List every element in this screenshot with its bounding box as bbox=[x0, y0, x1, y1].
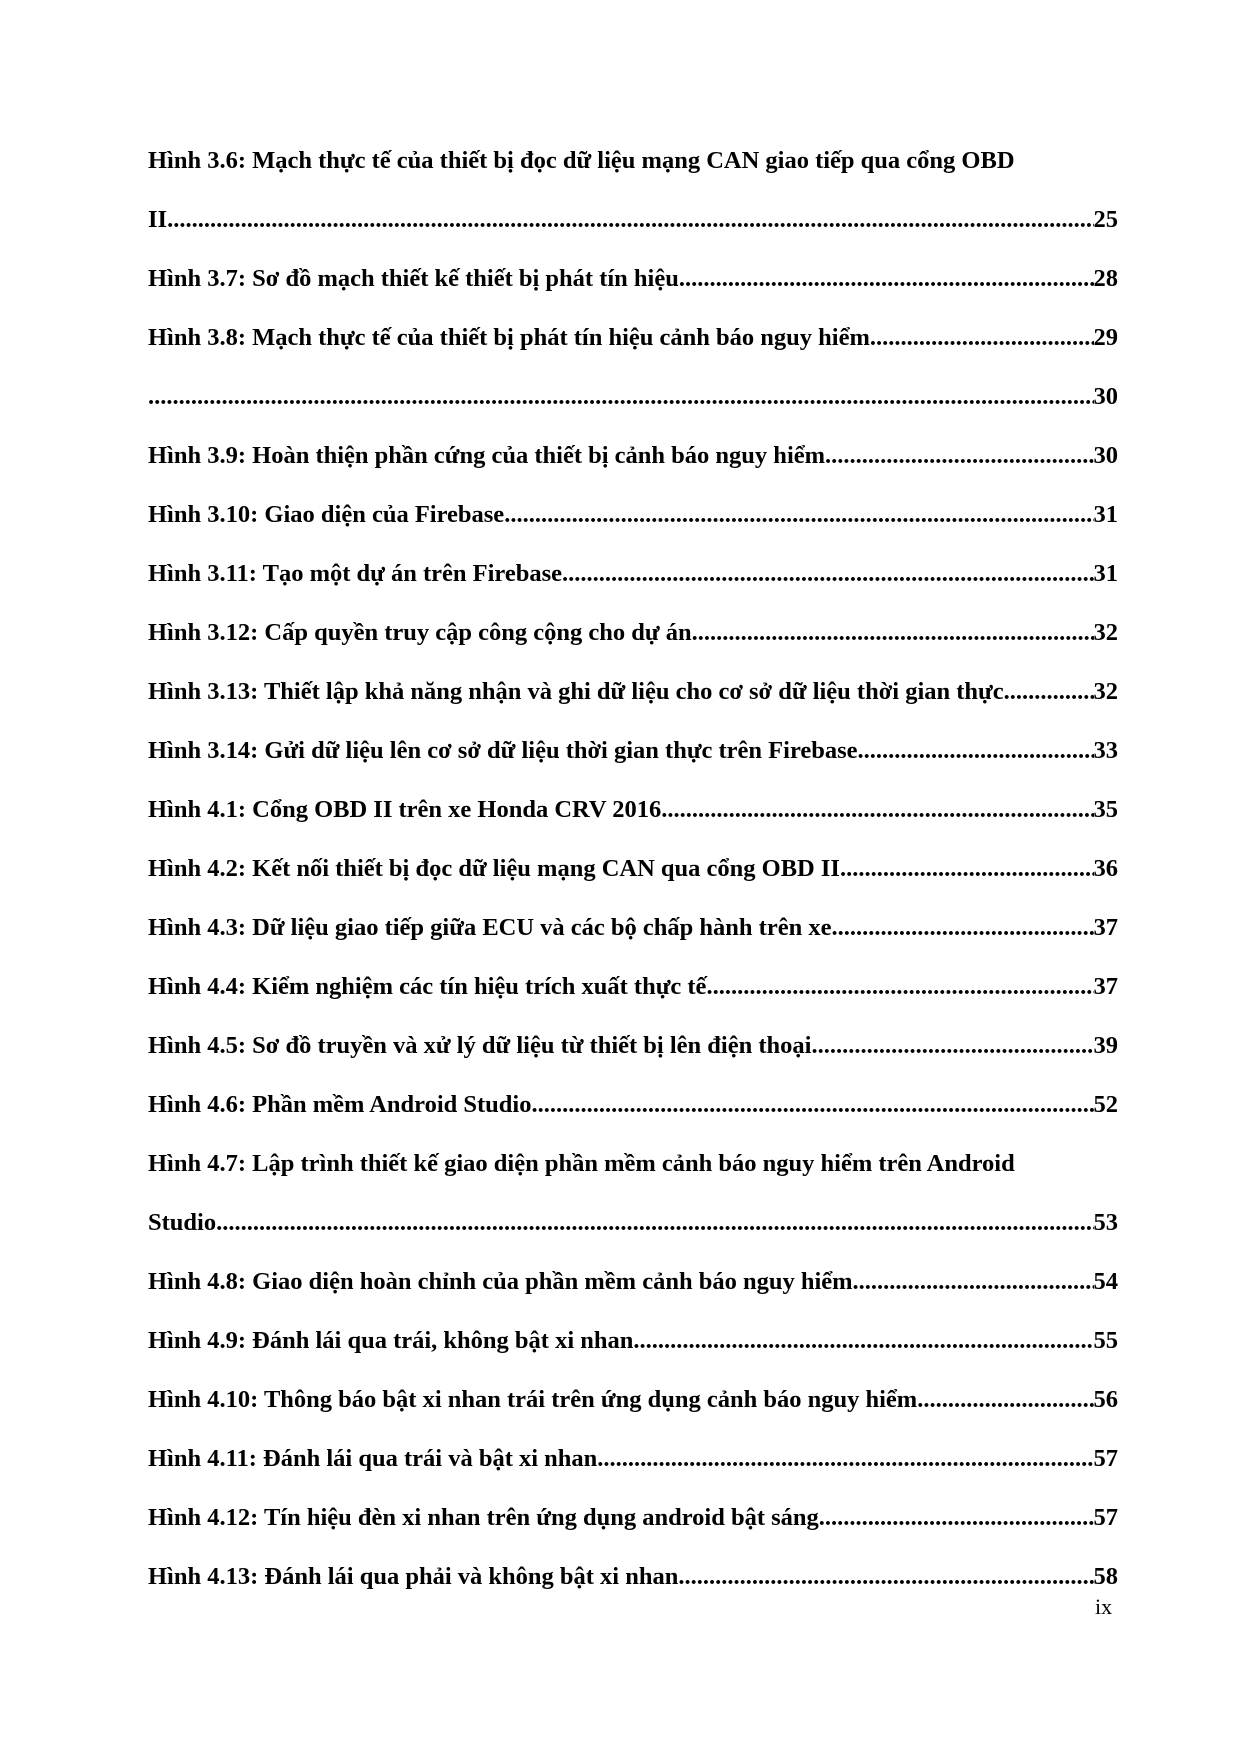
toc-entry[interactable] bbox=[148, 1385, 1118, 1444]
toc-entry[interactable] bbox=[148, 1031, 1118, 1090]
toc-entry[interactable] bbox=[148, 854, 1118, 913]
toc-entry-title: Hình 4.13: Đánh lái qua phải và không bật xi nhan bbox=[148, 1563, 679, 1590]
toc-entry-page: 32 bbox=[1093, 678, 1118, 705]
toc-entry-page: 32 bbox=[1093, 619, 1118, 646]
toc-entry[interactable] bbox=[148, 677, 1118, 736]
toc-entry-empty[interactable] bbox=[148, 382, 1118, 441]
toc-entry-page: 35 bbox=[1093, 796, 1118, 823]
toc-entry[interactable] bbox=[148, 1503, 1118, 1562]
toc-entry-title: Hình 4.1: Cổng OBD II trên xe Honda CRV 2016 bbox=[148, 796, 662, 823]
toc-entry-title: Hình 3.10: Giao diện của Firebase bbox=[148, 501, 505, 528]
dot-leader bbox=[504, 500, 1093, 530]
toc-entry-page: 31 bbox=[1093, 560, 1118, 587]
toc-entry-title-line2: Studio bbox=[148, 1209, 217, 1236]
toc-entry-title: Hình 4.2: Kết nối thiết bị đọc dữ liệu mạng CAN qua cổng OBD II bbox=[148, 855, 840, 882]
dot-leader bbox=[706, 972, 1093, 1002]
toc-entry[interactable] bbox=[148, 1149, 1118, 1267]
toc-entry[interactable] bbox=[148, 972, 1118, 1031]
dot-leader bbox=[917, 1385, 1093, 1415]
toc-entry[interactable] bbox=[148, 441, 1118, 500]
toc-entry[interactable] bbox=[148, 264, 1118, 323]
page-number: ix bbox=[1095, 1594, 1113, 1619]
dot-leader bbox=[597, 1444, 1093, 1474]
toc-entry-title: Hình 3.11: Tạo một dự án trên Firebase bbox=[148, 560, 562, 587]
toc-entry-title: Hình 4.5: Sơ đồ truyền và xử lý dữ liệu từ thiết bị lên điện thoại bbox=[148, 1032, 812, 1059]
dot-leader bbox=[678, 1562, 1093, 1592]
toc-entry-title: Hình 4.3: Dữ liệu giao tiếp giữa ECU và các bộ chấp hành trên xe bbox=[148, 914, 832, 941]
toc-entry[interactable] bbox=[148, 1562, 1118, 1621]
toc-entry-title: Hình 3.12: Cấp quyền truy cập công cộng cho dự án bbox=[148, 619, 692, 646]
toc-entry-page: 28 bbox=[1093, 265, 1118, 292]
toc-entry-title: Hình 4.6: Phần mềm Android Studio bbox=[148, 1091, 532, 1118]
dot-leader bbox=[633, 1326, 1093, 1356]
dot-leader bbox=[870, 323, 1094, 353]
toc-entry-title-line2: II bbox=[148, 206, 168, 233]
toc-entry[interactable] bbox=[148, 913, 1118, 972]
toc-entry-page: 52 bbox=[1093, 1091, 1118, 1118]
toc-entry-page: 57 bbox=[1093, 1504, 1118, 1531]
toc-entry-title: Hình 4.12: Tín hiệu đèn xi nhan trên ứng dụng android bật sáng bbox=[148, 1504, 819, 1531]
toc-entry-page: 37 bbox=[1093, 973, 1118, 1000]
toc-entry[interactable] bbox=[148, 500, 1118, 559]
toc-entry-page: 39 bbox=[1093, 1032, 1118, 1059]
toc-entry[interactable] bbox=[148, 736, 1118, 795]
toc-entry-title: Hình 3.9: Hoàn thiện phần cứng của thiết bị cảnh báo nguy hiểm bbox=[148, 442, 826, 469]
toc-entry-page: 31 bbox=[1093, 501, 1118, 528]
toc-entry-title-line1: Hình 3.6: Mạch thực tế của thiết bị đọc dữ liệu mạng CAN giao tiếp qua cổng OBD bbox=[148, 147, 1015, 174]
toc-entry[interactable] bbox=[148, 618, 1118, 677]
toc-entry-page: 58 bbox=[1093, 1563, 1118, 1590]
toc-entry-page: 54 bbox=[1093, 1268, 1118, 1295]
toc-entry-title: Hình 3.8: Mạch thực tế của thiết bị phát tín hiệu cảnh báo nguy hiểm bbox=[148, 324, 870, 351]
toc-entry[interactable] bbox=[148, 1326, 1118, 1385]
dot-leader bbox=[661, 795, 1093, 825]
table-of-figures bbox=[148, 146, 1118, 1621]
toc-entry-page: 29 bbox=[1093, 324, 1118, 351]
dot-leader bbox=[1004, 677, 1094, 707]
dot-leader bbox=[811, 1031, 1093, 1061]
dot-leader bbox=[692, 618, 1094, 648]
toc-entry-title: Hình 4.9: Đánh lái qua trái, không bật xi nhan bbox=[148, 1327, 634, 1354]
dot-leader bbox=[562, 559, 1094, 589]
dot-leader bbox=[679, 264, 1094, 294]
dot-leader bbox=[819, 1503, 1094, 1533]
toc-entry-title: Hình 3.7: Sơ đồ mạch thiết kế thiết bị phát tín hiệu bbox=[148, 265, 679, 292]
toc-entry-page: 30 bbox=[1093, 383, 1118, 410]
dot-leader bbox=[853, 1267, 1094, 1297]
toc-entry[interactable] bbox=[148, 795, 1118, 854]
toc-entry-title: Hình 4.8: Giao diện hoàn chỉnh của phần mềm cảnh báo nguy hiểm bbox=[148, 1268, 853, 1295]
toc-entry-title: Hình 4.4: Kiểm nghiệm các tín hiệu trích xuất thực tế bbox=[148, 973, 707, 1000]
dot-leader bbox=[840, 854, 1094, 884]
toc-entry-page: 56 bbox=[1093, 1386, 1118, 1413]
toc-entry[interactable] bbox=[148, 146, 1118, 264]
toc-entry-page: 33 bbox=[1093, 737, 1118, 764]
toc-entry-page: 57 bbox=[1093, 1445, 1118, 1472]
toc-entry-page: 55 bbox=[1093, 1327, 1118, 1354]
toc-entry[interactable] bbox=[148, 1444, 1118, 1503]
toc-entry-page: 30 bbox=[1093, 442, 1118, 469]
toc-entry[interactable] bbox=[148, 1267, 1118, 1326]
toc-entry-page: 37 bbox=[1093, 914, 1118, 941]
toc-entry-page: 25 bbox=[1093, 206, 1118, 233]
dot-leader bbox=[531, 1090, 1093, 1120]
toc-entry[interactable] bbox=[148, 1090, 1118, 1149]
toc-entry-page: 53 bbox=[1093, 1209, 1118, 1236]
dot-leader bbox=[831, 913, 1093, 943]
toc-entry-title: Hình 4.11: Đánh lái qua trái và bật xi nhan bbox=[148, 1445, 598, 1472]
dot-leader bbox=[858, 736, 1094, 766]
dot-leader bbox=[148, 382, 1094, 412]
toc-entry-title: Hình 3.13: Thiết lập khả năng nhận và ghi dữ liệu cho cơ sở dữ liệu thời gian thực bbox=[148, 678, 1004, 705]
dot-leader bbox=[216, 1208, 1093, 1238]
toc-entry-page: 36 bbox=[1093, 855, 1118, 882]
dot-leader bbox=[825, 441, 1093, 471]
toc-entry[interactable] bbox=[148, 323, 1118, 382]
toc-entry-title: Hình 3.14: Gửi dữ liệu lên cơ sở dữ liệu thời gian thực trên Firebase bbox=[148, 737, 858, 764]
toc-entry-title: Hình 4.10: Thông báo bật xi nhan trái trên ứng dụng cảnh báo nguy hiểm bbox=[148, 1386, 918, 1413]
toc-entry[interactable] bbox=[148, 559, 1118, 618]
toc-entry-title-line1: Hình 4.7: Lập trình thiết kế giao diện phần mềm cảnh báo nguy hiểm trên Android bbox=[148, 1150, 1015, 1177]
dot-leader bbox=[167, 205, 1093, 235]
